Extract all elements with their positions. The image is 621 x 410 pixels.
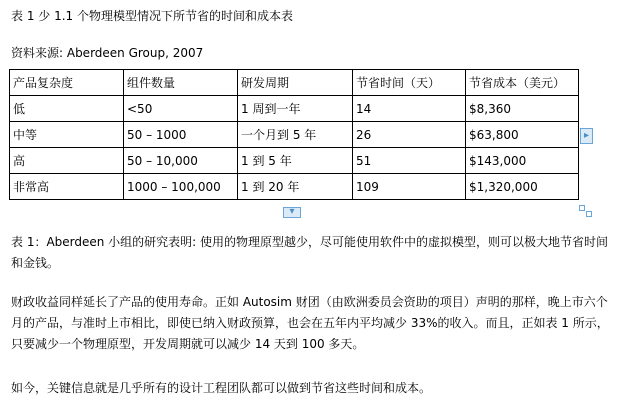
table-cell: <50 xyxy=(124,96,238,122)
table-cell: 26 xyxy=(353,122,466,148)
source-line: 资料来源: Aberdeen Group, 2007 xyxy=(11,46,204,60)
table-cell: 1 到 5 年 xyxy=(238,148,353,174)
table-cell: 一个月到 5 年 xyxy=(238,122,353,148)
table-cell: $143,000 xyxy=(466,148,579,174)
table-row xyxy=(10,148,579,174)
paragraph-financial: 财政收益同样延长了产品的使用寿命。正如 Autosim 财团（由欧洲委员会资助的项目）声明的那样，晚上市六个月的产品，与准时上市相比，即使已纳入财政预算，也会在五年内平均减少 33%的收入。而且，正如表 1 所示，只要减少一个物理原型，开发周期就可以减少 14 天到 100 多天。 xyxy=(11,295,609,351)
table-cell: 14 xyxy=(353,96,466,122)
table-row xyxy=(10,122,579,148)
header-cost-saved: 节省成本（美元） xyxy=(466,70,579,96)
table-header-row xyxy=(10,70,579,96)
table-row xyxy=(10,96,579,122)
table-cell: 50 – 10,000 xyxy=(124,148,238,174)
table-cell: $1,320,000 xyxy=(466,174,579,200)
header-components: 组件数量 xyxy=(124,70,238,96)
table-caption: 表 1 少 1.1 个物理模型情况下所节省的时间和成本表 xyxy=(11,9,293,23)
header-complexity: 产品复杂度 xyxy=(10,70,124,96)
paragraph-table-note: 表 1：Aberdeen 小组的研究表明: 使用的物理原型越少，尽可能使用软件中的虚拟模型，则可以极大地节省时间和金钱。 xyxy=(11,235,609,270)
table-cell: $8,360 xyxy=(466,96,579,122)
table-row xyxy=(10,174,579,200)
table-cell: 1000 – 100,000 xyxy=(124,174,238,200)
table-cell: 50 – 1000 xyxy=(124,122,238,148)
table-cell: 非常高 xyxy=(10,174,124,200)
table-cell: 1 到 20 年 xyxy=(238,174,353,200)
header-time-saved: 节省时间（天） xyxy=(353,70,466,96)
table-cell: 中等 xyxy=(10,122,124,148)
table-cell: 高 xyxy=(10,148,124,174)
table-cell: 51 xyxy=(353,148,466,174)
savings-table xyxy=(9,69,579,200)
paragraph-conclusion: 如今，关键信息就是几乎所有的设计工程团队都可以做到节省这些时间和成本。 xyxy=(11,381,432,395)
arrow-right-handle-icon[interactable]: ▸ xyxy=(580,128,593,144)
header-dev-cycle: 研发周期 xyxy=(238,70,353,96)
table-cell: 低 xyxy=(10,96,124,122)
table-cell: $63,800 xyxy=(466,122,579,148)
table-cell: 109 xyxy=(353,174,466,200)
table-cell: 1 周到一年 xyxy=(238,96,353,122)
arrow-down-handle-icon[interactable]: ▾ xyxy=(283,207,301,218)
table-resize-corner-icon[interactable] xyxy=(579,205,593,217)
